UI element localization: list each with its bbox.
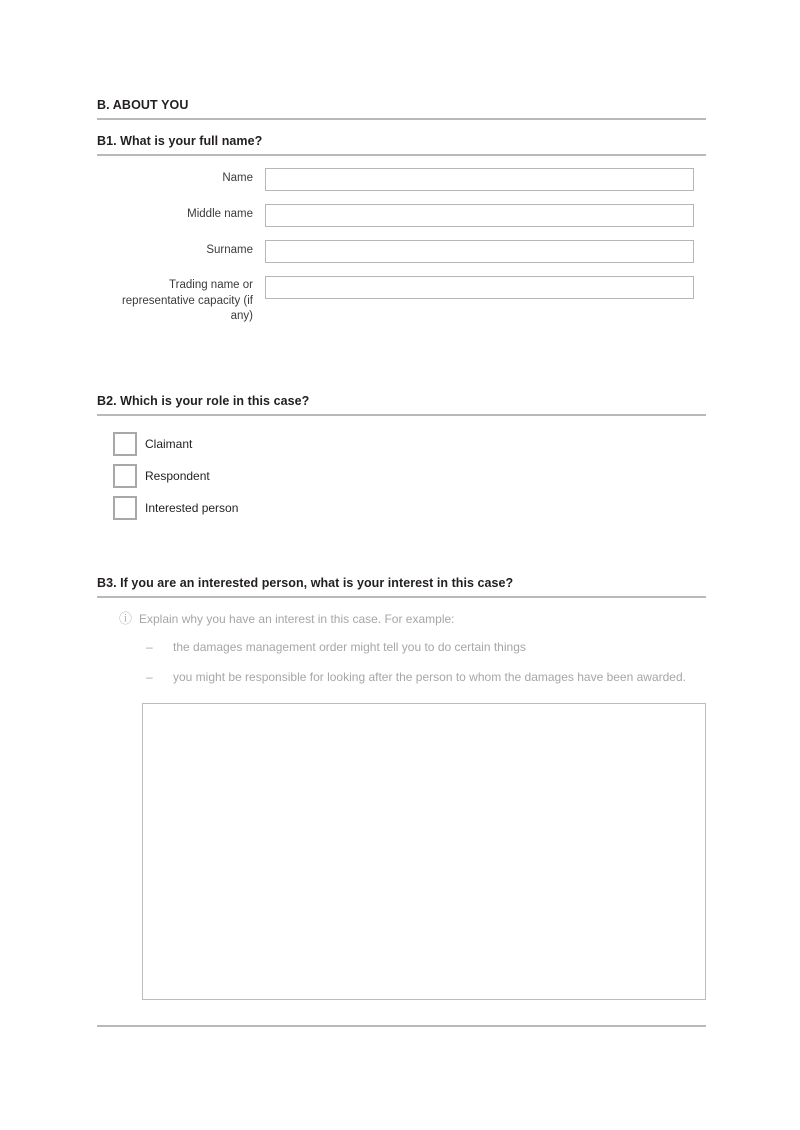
option-label-respondent: Respondent [145, 468, 210, 483]
field-row-surname [97, 240, 706, 263]
guidance-bullet-2 [97, 668, 706, 687]
field-label-name: Name [222, 172, 253, 184]
checkbox-respondent[interactable] [113, 464, 137, 488]
answer-area-wrap [142, 703, 706, 1000]
footer-divider [97, 1025, 706, 1027]
option-row-respondent[interactable] [97, 460, 706, 492]
field-row-trading-name [97, 276, 706, 325]
guidance-bullet-text-1: the damages management order might tell you to do certain things [173, 639, 526, 654]
middle-name-input[interactable] [265, 204, 694, 227]
name-input[interactable] [265, 168, 694, 191]
question-heading-b3: B3. If you are an interested person, what is your interest in this case? [97, 576, 706, 598]
form-content [97, 98, 706, 1027]
section-heading-about-you: B. ABOUT YOU [97, 98, 706, 120]
bullet-dash-icon: – [146, 639, 153, 654]
field-row-name [97, 168, 706, 191]
info-icon: ⓘ [119, 610, 133, 626]
guidance-text: Explain why you have an interest in this case. For example: [139, 611, 455, 626]
bullet-dash-icon: – [146, 669, 153, 684]
surname-input[interactable] [265, 240, 694, 263]
guidance-main-row [97, 611, 706, 627]
field-row-middle-name [97, 204, 706, 227]
guidance-bullet-1 [97, 638, 706, 657]
option-label-interested-person: Interested person [145, 500, 239, 515]
field-label-trading-name: Trading name or representative capacity (if any) [121, 279, 253, 322]
checkbox-claimant[interactable] [113, 432, 137, 456]
field-label-surname: Surname [206, 244, 253, 256]
guidance-bullet-text-2: you might be responsible for looking after the person to whom the damages have been awarded. [173, 669, 686, 684]
checkbox-interested-person[interactable] [113, 496, 137, 520]
interest-answer-textarea[interactable] [142, 703, 706, 1000]
guidance-block [97, 611, 706, 687]
role-option-list [97, 428, 706, 524]
trading-name-input[interactable] [265, 276, 694, 299]
option-row-claimant[interactable] [97, 428, 706, 460]
field-label-middle-name: Middle name [187, 208, 253, 220]
option-label-claimant: Claimant [145, 436, 193, 451]
option-row-interested-person[interactable] [97, 492, 706, 524]
question-heading-b1: B1. What is your full name? [97, 134, 706, 156]
question-heading-b2: B2. Which is your role in this case? [97, 394, 706, 416]
